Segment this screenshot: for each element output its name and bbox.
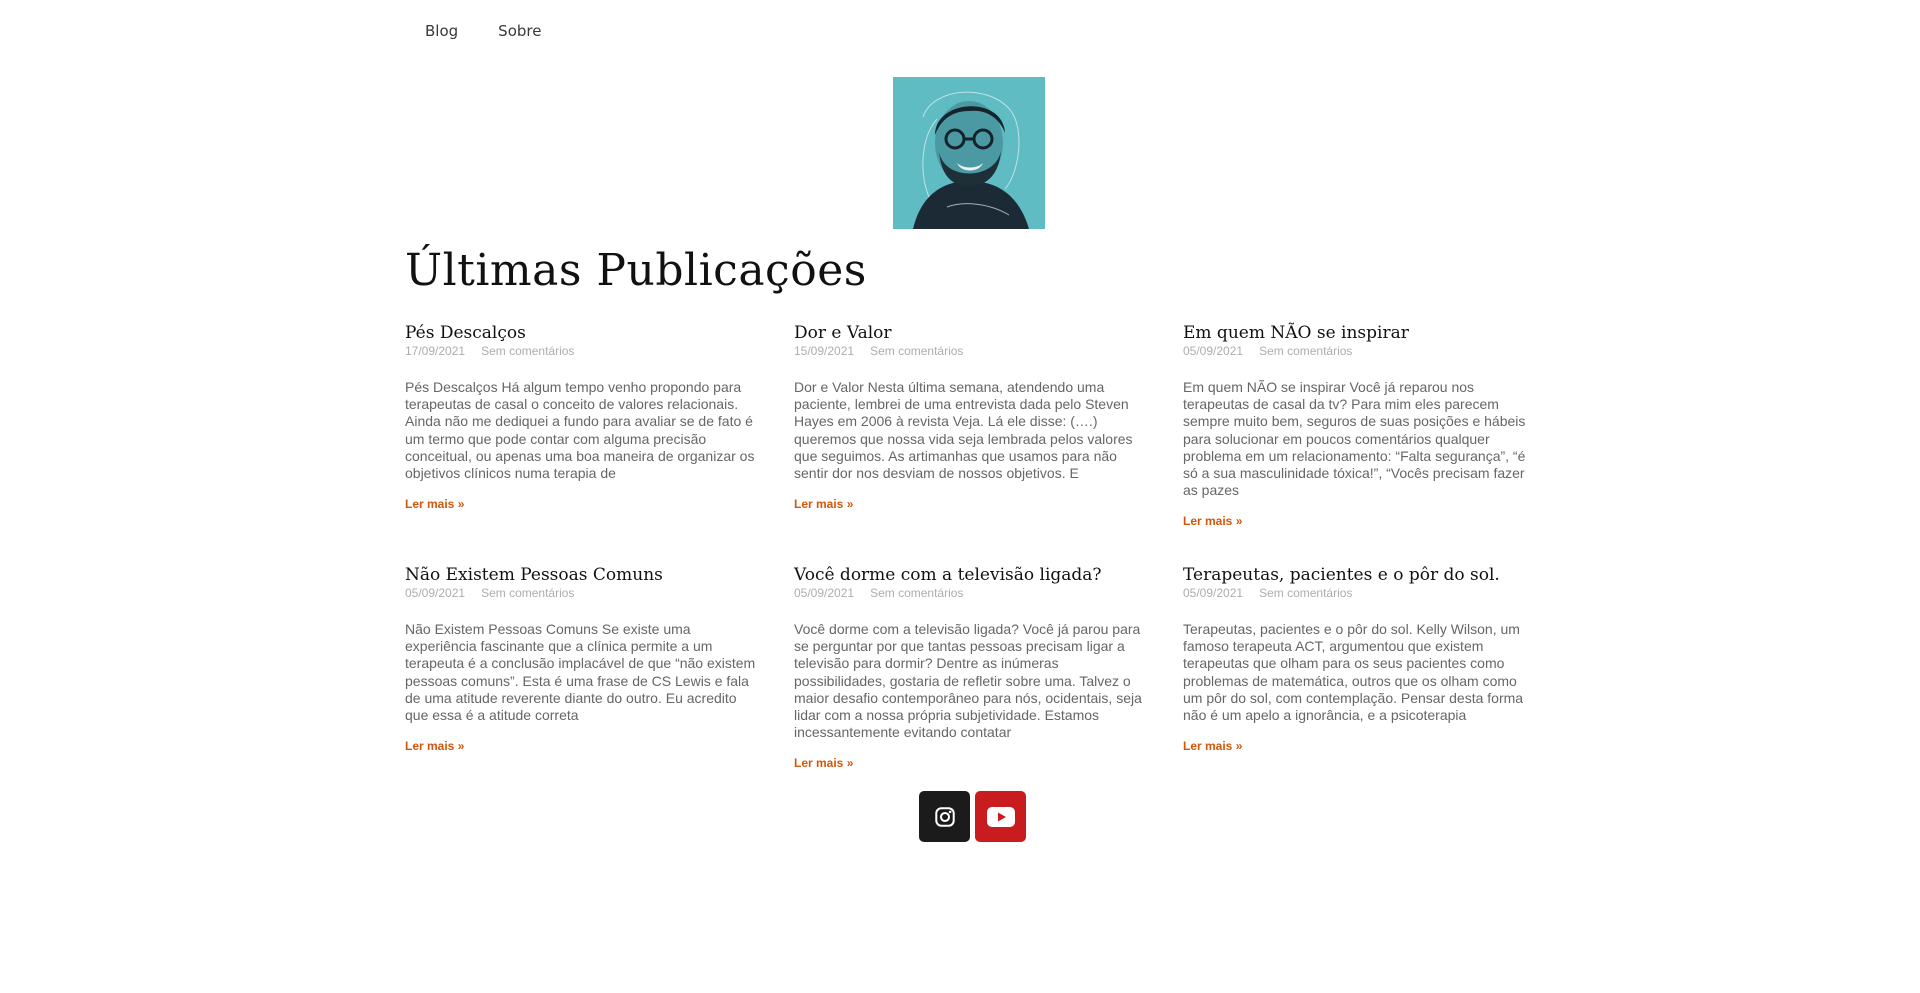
post-card	[794, 564, 1148, 771]
page-title: Últimas Publicações	[405, 245, 867, 296]
youtube-icon	[987, 807, 1015, 827]
post-meta	[794, 344, 1148, 358]
post-comments[interactable]: Sem comentários	[1259, 586, 1353, 600]
post-card	[1183, 322, 1537, 529]
post-date: 05/09/2021	[1183, 344, 1244, 358]
post-meta	[1183, 586, 1537, 600]
post-excerpt: Em quem NÃO se inspirar Você já reparou nos terapeutas de casal da tv? Para mim eles parecem sempre muito bem, seguros de suas posições e hábeis para solucionar em poucos comentários qualquer problema em um relacionamento: “Falta segurança”, “é só a sua masculinidade tóxica!”, “Vocês precisam fazer as pazes	[1183, 379, 1526, 499]
post-meta	[794, 586, 1148, 600]
post-meta	[405, 586, 759, 600]
post-comments[interactable]: Sem comentários	[870, 344, 964, 358]
post-card	[794, 322, 1148, 516]
post-comments[interactable]: Sem comentários	[481, 586, 575, 600]
post-title[interactable]: Dor e Valor	[794, 323, 892, 343]
youtube-button[interactable]	[975, 791, 1026, 842]
post-title[interactable]: Em quem NÃO se inspirar	[1183, 323, 1409, 343]
post-date: 05/09/2021	[405, 586, 466, 600]
post-excerpt: Terapeutas, pacientes e o pôr do sol. Kelly Wilson, um famoso terapeuta ACT, argumentou que existem terapeutas que olham para os seus pacientes como problemas de matemática, outros que os olham como um pôr do sol, com contemplação. Pensar desta forma não é um apelo a ignorância, e a psicoterapia	[1183, 621, 1524, 724]
posts-grid	[405, 322, 1535, 771]
read-more-link[interactable]: Ler mais »	[405, 497, 465, 512]
post-date: 15/09/2021	[794, 344, 855, 358]
post-comments[interactable]: Sem comentários	[481, 344, 575, 358]
post-card	[405, 322, 759, 516]
post-title[interactable]: Você dorme com a televisão ligada?	[794, 565, 1102, 585]
post-meta	[405, 344, 759, 358]
post-comments[interactable]: Sem comentários	[870, 586, 964, 600]
post-title[interactable]: Não Existem Pessoas Comuns	[405, 565, 663, 585]
author-portrait	[893, 77, 1045, 229]
post-excerpt: Você dorme com a televisão ligada? Você já parou para se perguntar por que tantas pessoas precisam ligar a televisão para dormir? Dentre as inúmeras possibilidades, gostaria de refletir sobre uma. Talvez o maior desafio contemporâneo para nós, ocidentais, seja lidar com a nossa própria subjetividade. Estamos incessantemente evitando contatar	[794, 621, 1142, 741]
read-more-link[interactable]: Ler mais »	[405, 739, 465, 754]
post-excerpt: Pés Descalços Há algum tempo venho propondo para terapeutas de casal o conceito de valores relacionais. Ainda não me dediquei a fundo para avaliar se de fato é um termo que pode contar com alguma precisão conceitual, ou apenas uma boa maneira de organizar os objetivos clínicos numa terapia de	[405, 379, 755, 482]
social-links	[919, 791, 1026, 842]
read-more-link[interactable]: Ler mais »	[794, 756, 854, 771]
read-more-link[interactable]: Ler mais »	[794, 497, 854, 512]
post-date: 17/09/2021	[405, 344, 466, 358]
read-more-link[interactable]: Ler mais »	[1183, 739, 1243, 754]
top-nav	[405, 20, 561, 42]
instagram-icon	[934, 806, 956, 828]
read-more-link[interactable]: Ler mais »	[1183, 514, 1243, 529]
instagram-button[interactable]	[919, 791, 970, 842]
post-meta	[1183, 344, 1537, 358]
post-excerpt: Dor e Valor Nesta última semana, atendendo uma paciente, lembrei de uma entrevista dada pelo Steven Hayes em 2006 à revista Veja. Lá ele disse: (….) queremos que nossa vida seja lembrada pelos valores que seguimos. As artimanhas que usamos para não sentir dor nos desviam de nossos objetivos. E	[794, 379, 1133, 482]
nav-item-sobre[interactable]: Sobre	[498, 22, 542, 40]
post-card	[405, 564, 759, 758]
post-card	[1183, 564, 1537, 758]
post-date: 05/09/2021	[1183, 586, 1244, 600]
nav-item-blog[interactable]: Blog	[425, 22, 459, 40]
post-comments[interactable]: Sem comentários	[1259, 344, 1353, 358]
post-title[interactable]: Terapeutas, pacientes e o pôr do sol.	[1183, 565, 1500, 585]
post-excerpt: Não Existem Pessoas Comuns Se existe uma experiência fascinante que a clínica permite a um terapeuta é a conclusão implacável de que “não existem pessoas comuns”. Esta é uma frase de CS Lewis e fala de uma atitude reverente diante do outro. Eu acredito que essa é a atitude correta	[405, 621, 756, 724]
post-date: 05/09/2021	[794, 586, 855, 600]
post-title[interactable]: Pés Descalços	[405, 323, 526, 343]
